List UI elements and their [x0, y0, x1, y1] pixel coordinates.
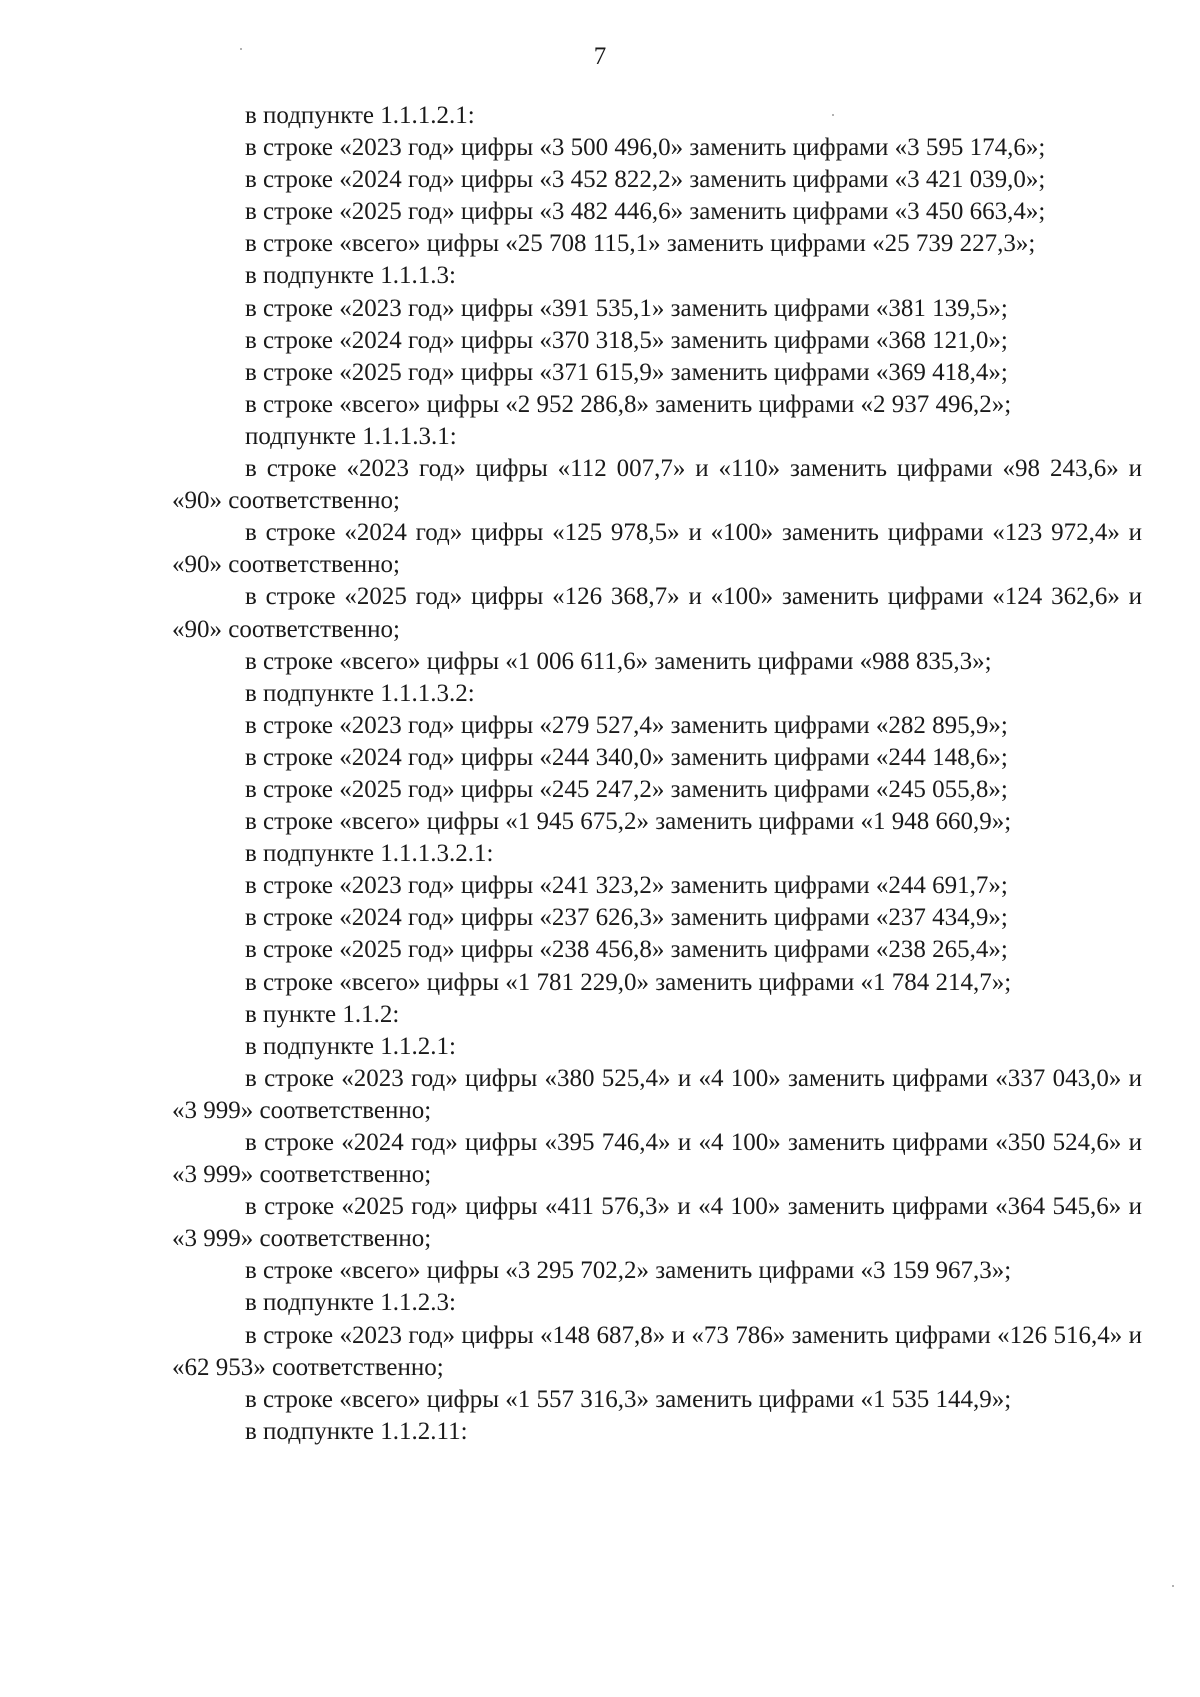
line-7: в строке «2023 год» цифры «391 535,1» заменить цифрами «381 139,5»;	[245, 294, 1008, 322]
line-1: в подпункте 1.1.1.2.1:	[245, 102, 475, 129]
line-18: в строке «2024 год» цифры «244 340,0» заменить цифрами «244 148,6»;	[245, 743, 1008, 771]
line-4: в строке «2025 год» цифры «3 482 446,6» заменить цифрами «3 450 663,4»;	[245, 198, 1046, 226]
line-8: в строке «2024 год» цифры «370 318,5» заменить цифрами «368 121,0»;	[245, 326, 1008, 354]
page-number: 7	[593, 43, 607, 70]
line-24: в строке «2025 год» цифры «238 456,8» заменить цифрами «238 265,4»;	[245, 936, 1008, 964]
line-25: в строке «всего» цифры «1 781 229,0» заменить цифрами «1 784 214,7»;	[245, 968, 1012, 996]
line-16: в подпункте 1.1.1.3.2:	[245, 679, 475, 707]
scan-speck	[240, 48, 242, 50]
line-35: в подпункте 1.1.2.11:	[245, 1417, 468, 1445]
line-23: в строке «2024 год» цифры «237 626,3» заменить цифрами «237 434,9»;	[245, 904, 1008, 932]
line-14: в строке «2025 год» цифры «126 368,7» и «100» заменить цифрами «124 362,6» и «90» соответственно;	[172, 583, 1142, 643]
line-9: в строке «2025 год» цифры «371 615,9» заменить цифрами «369 418,4»;	[245, 358, 1008, 386]
line-20: в строке «всего» цифры «1 945 675,2» заменить цифрами «1 948 660,9»;	[245, 808, 1012, 836]
line-22: в строке «2023 год» цифры «241 323,2» заменить цифрами «244 691,7»;	[245, 872, 1008, 900]
scan-speck	[1172, 1585, 1174, 1587]
line-30: в строке «2025 год» цифры «411 576,3» и «4 100» заменить цифрами «364 545,6» и «3 999» соответственно;	[172, 1193, 1142, 1253]
line-32: в подпункте 1.1.2.3:	[245, 1289, 456, 1317]
line-6: в подпункте 1.1.1.3:	[245, 262, 456, 290]
line-15: в строке «всего» цифры «1 006 611,6» заменить цифрами «988 835,3»;	[245, 647, 992, 675]
line-11: подпункте 1.1.1.3.1:	[245, 422, 457, 450]
line-27: в подпункте 1.1.2.1:	[245, 1032, 456, 1060]
line-2: в строке «2023 год» цифры «3 500 496,0» заменить цифрами «3 595 174,6»;	[245, 134, 1046, 162]
line-17: в строке «2023 год» цифры «279 527,4» заменить цифрами «282 895,9»;	[245, 711, 1008, 739]
scan-speck	[832, 114, 834, 116]
document-body	[172, 100, 1142, 1448]
line-33: в строке «2023 год» цифры «148 687,8» и «73 786» заменить цифрами «126 516,4» и «62 953» соответственно;	[172, 1321, 1142, 1381]
line-12: в строке «2023 год» цифры «112 007,7» и «110» заменить цифрами «98 243,6» и «90» соответственно;	[172, 455, 1142, 515]
line-29: в строке «2024 год» цифры «395 746,4» и «4 100» заменить цифрами «350 524,6» и «3 999» соответственно;	[172, 1129, 1142, 1189]
line-3: в строке «2024 год» цифры «3 452 822,2» заменить цифрами «3 421 039,0»;	[245, 166, 1046, 194]
line-10: в строке «всего» цифры «2 952 286,8» заменить цифрами «2 937 496,2»;	[245, 390, 1012, 418]
line-19: в строке «2025 год» цифры «245 247,2» заменить цифрами «245 055,8»;	[245, 775, 1008, 803]
line-13: в строке «2024 год» цифры «125 978,5» и «100» заменить цифрами «123 972,4» и «90» соответственно;	[172, 519, 1142, 579]
line-5: в строке «всего» цифры «25 708 115,1» заменить цифрами «25 739 227,3»;	[245, 230, 1036, 258]
line-21: в подпункте 1.1.1.3.2.1:	[245, 840, 494, 868]
line-31: в строке «всего» цифры «3 295 702,2» заменить цифрами «3 159 967,3»;	[245, 1257, 1012, 1285]
line-28: в строке «2023 год» цифры «380 525,4» и «4 100» заменить цифрами «337 043,0» и «3 999» соответственно;	[172, 1064, 1142, 1124]
line-26: в пункте 1.1.2:	[245, 1000, 400, 1028]
line-34: в строке «всего» цифры «1 557 316,3» заменить цифрами «1 535 144,9»;	[245, 1385, 1012, 1413]
